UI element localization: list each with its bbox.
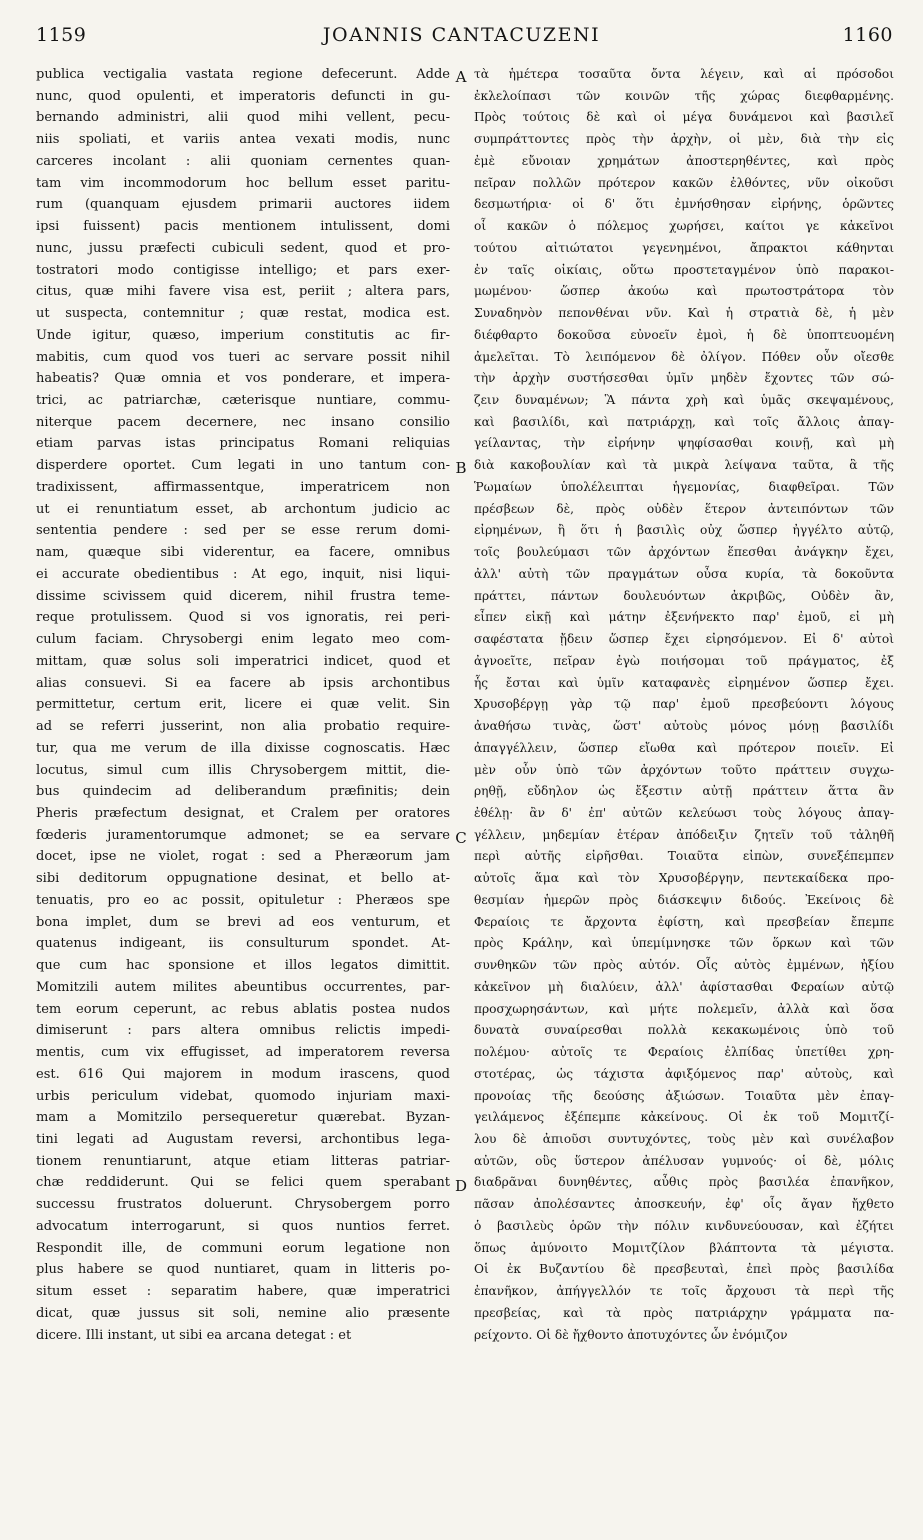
text-line: ἐκλελοίπασι τῶν κοινῶν τῆς χώρας διεφθαρμένης. [474, 88, 894, 103]
text-line: θεσμίαν ἡμερῶν πρὸς διάσκεψιν διδούς. Ἐκείνοις δὲ [474, 892, 894, 907]
text-line: ἀμελεῖται. Τὸ λειπόμενον δὲ ὀλίγον. Πόθεν οὖν οἴεσθε [474, 349, 894, 364]
text-line: οἷ κακῶν ὁ πόλεμος χωρήσει, καίτοι γε κἀκεῖνοι [474, 219, 894, 234]
text-line: trici, ac patriarchæ, cæterisque nuntiare, commu- [36, 393, 450, 409]
text-line: que cum hac sponsione et illos legatos dimittit. [36, 958, 450, 974]
text-line: tini legati ad Augustam reversi, archontibus lega- [36, 1131, 450, 1147]
text-line: reque protulissem. Quod si vos ignoratis, rei peri- [36, 610, 450, 626]
latin-column [36, 64, 450, 1346]
text-line: tradixissent, affirmassentque, imperatricem non [36, 479, 450, 495]
text-line: στοτέρας, ὡς τάχιστα ἀφιξόμενος παρ' αὐτοὺς, καὶ [474, 1066, 894, 1081]
text-line: δεσμωτήρια· οἱ δ' ὅτι ἐμνήσθησαν εἰρήνης, ὁρῶντες [474, 197, 894, 212]
text-line: συνθηκῶν τῶν πρὸς αὐτόν. Οἷς αὐτὸς ἐμμένων, ἠξίου [474, 958, 894, 973]
text-line: tem eorum ceperunt, ac rebus ablatis postea nudos [36, 1001, 450, 1017]
text-line: σαφέστατα ᾔδειν ὥσπερ ἔχει εἰρησόμενον. Εἰ δ' αὐτοὶ [474, 632, 894, 647]
text-line: αὐτοῖς ἅμα καὶ τὸν Χρυσοβέργην, πεντεκαίδεκα προ- [474, 871, 894, 886]
text-line: permittetur, certum erit, licere ei quæ velit. Sin [36, 697, 450, 713]
greek-column [474, 64, 894, 1346]
text-line: Χρυσοβέργῃ γὰρ τῷ παρ' ἐμοῦ πρεσβεύοντι λόγους [474, 697, 894, 712]
text-line: πράττει, πάντων δουλευόντων ἀκριβῶς, Οὐδὲν ἂν, [474, 588, 894, 603]
text-line: μὲν οὖν ὑπὸ τῶν ἀρχόντων τοῦτο πράττειν συγχω- [474, 762, 894, 777]
text-line: Momitzili autem milites abeuntibus occurrentes, par- [36, 979, 450, 995]
text-line: πρέσβεων δὲ, πρὸς οὐδὲν ἕτερον ἀντειπόντων τῶν [474, 501, 894, 516]
text-line: alias consuevi. Si ea facere ab ipsis archontibus [36, 675, 450, 691]
running-head [0, 24, 923, 54]
text-line: Respondit ille, de communi eorum legatione non [36, 1240, 450, 1256]
text-line: ρηθῇ, εὔδηλον ὡς ἔξεστιν αὐτῇ πράττειν ἅττα ἂν [474, 784, 894, 799]
text-line: ὅπως ἀμύνοιτο Μομιτζίλον βλάπτοντα τὰ μέγιστα. [474, 1240, 894, 1255]
text-line: ρείχοντο. Οἱ δὲ ἤχθοντο ἀποτυχόντες ὧν ἐνόμιζον [474, 1327, 788, 1342]
text-line: κἀκεῖνον μὴ διαλύειν, ἀλλ' ἀφίστασθαι Φεραίων αὐτῷ [474, 979, 894, 994]
text-line: tostratori modo contigisse intelligo; et pars exer- [36, 262, 450, 278]
text-line: διέφθαρτο δοκοῦσα εὐνοεῖν ἐμοὶ, ἡ δὲ ὑποπτευομένη [474, 327, 894, 342]
text-line: γειλάμενος ἐξέπεμπε κἀκείνους. Οἱ ἐκ τοῦ Μομιτζί- [474, 1110, 894, 1125]
text-line: Φεραίοις τε ἄρχοντα ἐφίστη, καὶ πρεσβείαν ἔπεμπε [474, 914, 894, 929]
text-line: disperdere oportet. Cum legati in uno tantum con- [36, 458, 450, 474]
text-line: τὴν ἀρχὴν συστήσεσθαι ὑμῖν μηδὲν ἔχοντες τῶν σώ- [474, 371, 894, 386]
text-line: fœderis juramentorumque admonet; se ea servare [36, 827, 450, 843]
text-line: αὐτῶν, οὓς ὕστερον ἀπέλυσαν γυμνούς· οἱ δὲ, μόλις [474, 1153, 894, 1168]
text-line: mabitis, cum quod vos tueri ac servare possit nihil [36, 349, 450, 365]
text-line: Ῥωμαίων ὑπολέλειπται ἡγεμονίας, διαφθεῖραι. Τῶν [474, 479, 894, 494]
text-line: situm esset : separatim habere, quæ imperatrici [36, 1284, 450, 1300]
text-line: Unde igitur, quæso, imperium constitutis ac fir- [36, 327, 450, 343]
text-line: ἀπαγγέλλειν, ὥσπερ εἴωθα καὶ πρότερον ποιεῖν. Εἰ [474, 740, 894, 755]
text-line: εἰρημένων, ἢ ὅτι ἡ βασιλὶς οὐχ ὥσπερ ἠγγέλτο αὐτῷ, [474, 523, 894, 538]
text-line: ἀγνοεῖτε, πεῖραν ἐγὼ ποιήσομαι τοῦ πράγματος, ἐξ [474, 653, 894, 668]
running-title: JOANNIS CANTACUZENI [322, 24, 601, 46]
text-line: dicere. Illi instant, ut sibi ea arcana detegat : et [36, 1327, 352, 1343]
text-line: bernando administri, alii quod mihi vellent, pecu- [36, 110, 450, 126]
text-line: διὰ κακοβουλίαν καὶ τὰ μικρὰ λείψανα ταῦτα, ἃ τῆς [474, 458, 894, 473]
margin-letter: A [455, 68, 467, 86]
text-line: γέλλειν, μηδεμίαν ἑτέραν ἀπόδειξιν ζητεῖν τοῦ τἀληθῆ [474, 827, 894, 842]
text-line: περὶ αὐτῆς εἰρῆσθαι. Τοιαῦτα εἰπὼν, συνεξέπεμπεν [474, 849, 894, 864]
text-line: ἐν ταῖς οἰκίαις, οὕτω προστεταγμένον ὑπὸ παρακοι- [474, 262, 894, 277]
text-line: plus habere se quod nuntiaret, quam in litteris po- [36, 1262, 450, 1278]
text-line: τούτου αἰτιώτατοι γεγενημένοι, ἄπρακτοι κάθηνται [474, 240, 894, 255]
text-line: ὁ βασιλεὺς ὁρῶν τὴν πόλιν κινδυνεύουσαν, καὶ ἐζήτει [474, 1218, 894, 1233]
text-line: nunc, jussu præfecti cubiculi sedent, quod et pro- [36, 240, 450, 256]
text-line: ἀλλ' αὐτὴ τῶν πραγμάτων οὖσα κυρία, τὰ δοκοῦντα [474, 566, 894, 581]
text-line: tenuatis, pro eo ac possit, opituletur : Pheræos spe [36, 892, 450, 908]
text-line: ipsi fuissent) pacis mentionem intulissent, domi [36, 219, 450, 235]
text-line: δυνατὰ συναίρεσθαι πολλὰ κεκακωμένοις ὑπὸ τοῦ [474, 1023, 894, 1038]
text-line: niis spoliati, et variis antea vexati modis, nunc [36, 132, 450, 148]
text-line: Συναδηνὸν πεπονθέναι νῦν. Καὶ ἡ στρατιὰ δὲ, ἡ μὲν [474, 306, 894, 321]
text-line: ζειν δυναμένων; Ἃ πάντα χρὴ καὶ ὑμᾶς σκεψαμένους, [474, 393, 894, 408]
text-line: mam a Momitzilo persequeretur quærebat. Byzan- [36, 1110, 450, 1126]
text-line: advocatum interrogarunt, si quos nuntios ferret. [36, 1218, 450, 1234]
text-line: chæ reddiderunt. Qui se felici quem sperabant [36, 1175, 450, 1191]
text-line: πᾶσαν ἀπολέσαντες ἀποσκευήν, ἐφ' οἷς ἄγαν ἤχθετο [474, 1197, 894, 1212]
text-line: dicat, quæ jussus sit soli, nemine alio præsente [36, 1305, 450, 1321]
page-number-right: 1160 [842, 24, 893, 46]
text-line: ἐμὲ εὔνοιαν χρημάτων ἀποστερηθέντες, καὶ πρὸς [474, 153, 894, 168]
text-line: tam vim incommodorum hoc bellum esset paritu- [36, 175, 450, 191]
text-line: πολέμου· αὐτοῖς τε Φεραίοις ἐλπίδας ὑπετίθει χρη- [474, 1045, 894, 1060]
text-line: sententia pendere : sed per se esse rerum domi- [36, 523, 450, 539]
text-line: quatenus indigeant, iis consulturum spondet. At- [36, 936, 450, 952]
text-line: ἀναθήσω τινὰς, ὥστ' αὐτοὺς μόνος μόνῃ βασιλίδι [474, 719, 894, 734]
text-line: ut ei renuntiatum esset, ab archontum judicio ac [36, 501, 450, 517]
text-line: τὰ ἡμέτερα τοσαῦτα ὄντα λέγειν, καὶ αἱ πρόσοδοι [474, 67, 894, 81]
text-line: ἧς ἔσται καὶ ὑμῖν καταφανὲς εἰρημένον ὥσπερ ἔχει. [474, 675, 894, 690]
text-line: ei accurate obedientibus : At ego, inquit, nisi liqui- [36, 566, 450, 582]
text-line: nam, quæque sibi viderentur, ea facere, omnibus [36, 545, 450, 561]
text-line: ἐθέλῃ· ἂν δ' ἐπ' αὐτῶν κελεύωσι τοὺς λόγους ἀπαγ- [474, 805, 894, 820]
text-line: dissime scivissem quid dicerem, nihil frustra teme- [36, 588, 450, 604]
text-line: τοῖς βουλεύμασι τῶν ἀρχόντων ἕπεσθαι ἀνάγκην ἔχει, [474, 545, 894, 560]
margin-letter: C [455, 828, 467, 847]
text-line: dimiserunt : pars altera omnibus relictis impedi- [36, 1023, 450, 1039]
text-line: ad se referri jusserint, non alia probatio require- [36, 719, 450, 735]
text-line: mittam, quæ solus soli imperatrici indicet, quod et [36, 653, 450, 669]
text-line: carceres incolant : alii quoniam cernentes quan- [36, 153, 450, 169]
text-line: ἐπανῆκον, ἀπήγγελλόν τε τοῖς ἄρχουσι τὰ περὶ τῆς [474, 1284, 894, 1299]
text-line: καὶ βασιλίδι, καὶ πατριάρχῃ, καὶ τοῖς ἄλλοις ἀπαγ- [474, 414, 894, 429]
text-line: nunc, quod opulenti, et imperatoris defuncti in gu- [36, 88, 450, 104]
text-line: bona implet, dum se brevi ad eos venturum, et [36, 914, 450, 930]
text-line: πεῖραν πολλῶν πρότερον κακῶν ἐλθόντες, νῦν οἰκοῦσι [474, 175, 894, 190]
text-line: etiam parvas istas principatus Romani reliquias [36, 436, 450, 452]
text-line: ut suspecta, contemnitur ; quæ restat, modica est. [36, 306, 450, 322]
text-line: Pheris præfectum designat, et Cralem per oratores [36, 805, 450, 821]
text-line: sibi deditorum oppugnatione desinat, et bello at- [36, 871, 450, 887]
text-line: citus, quæ mihi favere visa est, periit ; altera pars, [36, 284, 450, 300]
text-line: πρεσβείας, καὶ τὰ πρὸς πατριάρχην γράμματα πα- [474, 1305, 894, 1320]
text-line: προνοίας τῆς δεούσης ἀξιώσων. Τοιαῦτα μὲν ἐπαγ- [474, 1088, 894, 1103]
margin-letter: D [454, 1176, 468, 1195]
text-line: publica vectigalia vastata regione defecerunt. Adde [36, 67, 450, 82]
text-line: est. 616 Qui majorem in modum irascens, quod [36, 1066, 450, 1082]
text-line: tur, qua me verum de illa dixisse cognoscatis. Hæc [36, 740, 450, 756]
text-line: μωμένου· ὥσπερ ἀκούω καὶ πρωτοστράτορα τὸν [474, 284, 894, 299]
text-line: γείλαντας, τὴν εἰρήνην ψηφίσασθαι κοινῇ, καὶ μὴ [474, 436, 894, 451]
text-line: διαδρᾶναι δυνηθέντες, αὖθις πρὸς βασιλέα ἐπανῆκον, [474, 1175, 894, 1190]
text-line: culum faciam. Chrysobergi enim legato meo com- [36, 632, 450, 648]
text-line: προσχωρησάντων, καὶ μήτε πολεμεῖν, ἀλλὰ καὶ ὅσα [474, 1001, 894, 1016]
text-line: docet, ipse ne violet, rogat : sed a Pheræorum jam [36, 849, 450, 865]
text-line: συμπράττοντες πρὸς τὴν ἀρχὴν, οἱ μὲν, διὰ τὴν εἰς [474, 132, 894, 147]
text-line: εἶπεν εἰκῇ καὶ μάτην ἐξενήνεκτο παρ' ἐμοῦ, εἰ μὴ [474, 610, 894, 625]
text-line: rum (quanquam ejusdem primarii auctores iidem [36, 197, 450, 213]
text-line: habeatis? Quæ omnia et vos ponderare, et impera- [36, 371, 450, 387]
page-number-left: 1159 [36, 24, 87, 46]
text-line: successu frustratos doluerunt. Chrysobergem porro [36, 1197, 450, 1213]
text-line: locutus, simul cum illis Chrysobergem mittit, die- [36, 762, 450, 778]
text-line: λου δὲ ἀπιοῦσι συντυχόντες, τοὺς μὲν καὶ συνέλαβον [474, 1131, 894, 1146]
text-line: niterque pacem decernere, nec insano consilio [36, 414, 450, 430]
margin-letter: B [455, 459, 467, 478]
text-line: Οἱ ἐκ Βυζαντίου δὲ πρεσβευταὶ, ἐπεὶ πρὸς βασιλίδα [474, 1262, 894, 1277]
text-line: Πρὸς τούτοις δὲ καὶ οἱ μέγα δυνάμενοι καὶ βασιλεῖ [474, 110, 894, 125]
text-line: mentis, cum vix effugisset, ad imperatorem reversa [36, 1045, 450, 1061]
text-line: urbis periculum videbat, quomodo injuriam maxi- [36, 1088, 450, 1104]
text-line: tionem renuntiarunt, atque etiam litteras patriar- [36, 1153, 450, 1169]
text-line: πρὸς Κράλην, καὶ ὑπεμίμνησκε τῶν ὅρκων καὶ τῶν [474, 936, 894, 951]
text-line: bus quindecim ad deliberandum præfinitis; dein [36, 784, 450, 800]
